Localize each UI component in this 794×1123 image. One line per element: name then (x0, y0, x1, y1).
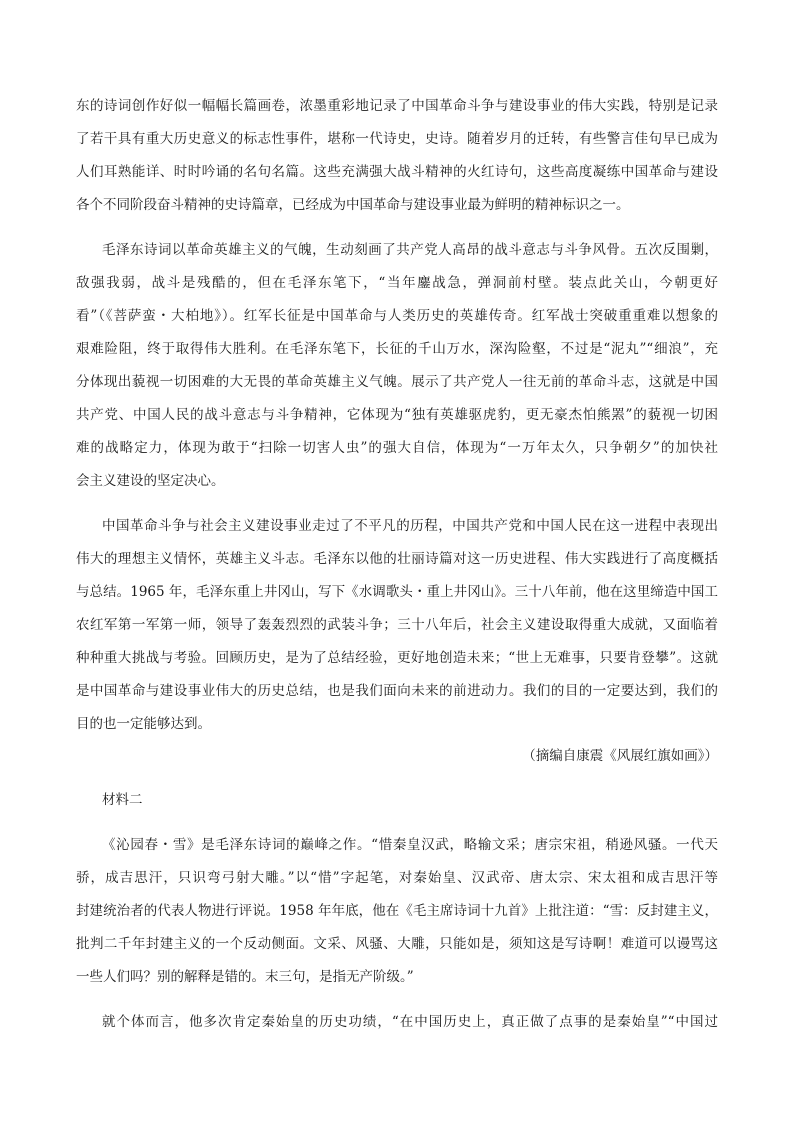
paragraph-line: 《沁园春・雪》是毛泽东诗词的巅峰之作。“惜秦皇汉武，略输文采；唐宗宋祖，稍逊风骚。一代天 (102, 837, 718, 853)
paragraph-line: 农红军第一军第一师，领导了轰轰烈烈的武装斗争；三十八年后，社会主义建设取得重大成就，又面临着 (76, 617, 718, 633)
paragraph-line: 毛泽东诗词以革命英雄主义的气魄，生动刻画了共产党人高昂的战斗意志与斗争风骨。五次反围剿， (102, 242, 718, 258)
paragraph-line: 了若干具有重大历史意义的标志性事件，堪称一代诗史，史诗。随着岁月的迁转，有些警言佳句早已成为 (76, 131, 718, 147)
paragraph-line: 是中国革命与建设事业伟大的历史总结，也是我们面向未来的前进动力。我们的目的一定要达到，我们的 (76, 683, 718, 699)
paragraph-line: 中国革命斗争与社会主义建设事业走过了不平凡的历程，中国共产党和中国人民在这一进程中表现出 (102, 518, 718, 534)
paragraph-line: 艰难险阻，终于取得伟大胜利。在毛泽东笔下，长征的千山万水，深沟险壑，不过是“泥丸”“细浪”，充 (76, 341, 718, 357)
paragraph-line: 人们耳熟能详、时时吟诵的名句名篇。这些充满强大战斗精神的火红诗句，这些高度凝练中国革命与建设 (76, 164, 718, 180)
paragraph-line: 难的战略定力，体现为敢于“扫除一切害人虫”的强大自信，体现为“一万年太久，只争朝夕”的加快社 (76, 440, 718, 456)
paragraph-line: 批判二千年封建主义的一个反动侧面。文采、风骚、大雕，只能如是，须知这是写诗啊！难道可以谩骂这 (76, 936, 718, 952)
paragraph-line: 目的也一定能够达到。 (76, 716, 211, 732)
paragraph-line: 东的诗词创作好似一幅幅长篇画卷，浓墨重彩地记录了中国革命斗争与建设事业的伟大实践，特别是记录 (76, 98, 718, 114)
paragraph-line: 就个体而言，他多次肯定秦始皇的历史功绩，“在中国历史上，真正做了点事的是秦始皇”“中国过 (102, 1014, 718, 1030)
paragraph-line: 伟大的理想主义情怀，英雄主义斗志。毛泽东以他的壮丽诗篇对这一历史进程、伟大实践进行了高度概括 (76, 551, 718, 567)
paragraph-line: 各个不同阶段奋斗精神的史诗篇章，已经成为中国革命与建设事业最为鲜明的精神标识之一。 (76, 197, 630, 213)
paragraph-line: 骄，成吉思汗，只识弯弓射大雕。”以“惜”字起笔，对秦始皇、汉武帝、唐太宗、宋太祖和成吉思汗等 (76, 870, 718, 886)
paragraph-line: 敌强我弱，战斗是残酷的，但在毛泽东笔下，“当年鏖战急，弹洞前村壁。装点此关山，今朝更好 (76, 275, 718, 291)
paragraph-line: 分体现出藐视一切困难的大无畏的革命英雄主义气魄。展示了共产党人一往无前的革命斗志，这就是中国 (76, 374, 718, 390)
source-citation: （摘编自康震《风展红旗如画》） (522, 748, 718, 764)
paragraph-line: 会主义建设的坚定决心。 (76, 473, 225, 489)
paragraph-line: 与总结。1965 年，毛泽东重上井冈山，写下《水调歌头・重上井冈山》。三十八年前，他在这里缔造中国工 (76, 584, 718, 600)
section-label: 材料二 (102, 792, 143, 808)
paragraph-line: 看”（《菩萨蛮・大柏地》）。红军长征是中国革命与人类历史的英雄传奇。红军战士突破重重难以想象的 (76, 308, 718, 324)
paragraph-line: 种种重大挑战与考验。回顾历史，是为了总结经验，更好地创造未来；“世上无难事，只要肯登攀”。这就 (76, 650, 718, 666)
paragraph-line: 共产党、中国人民的战斗意志与斗争精神，它体现为“独有英雄驱虎豹，更无豪杰怕熊罴”的藐视一切困 (76, 407, 718, 423)
paragraph-line: 一些人们吗？别的解释是错的。末三句，是指无产阶级。” (76, 969, 414, 985)
paragraph-line: 封建统治者的代表人物进行评说。1958 年年底，他在《毛主席诗词十九首》上批注道：“雪：反封建主义， (76, 903, 718, 919)
